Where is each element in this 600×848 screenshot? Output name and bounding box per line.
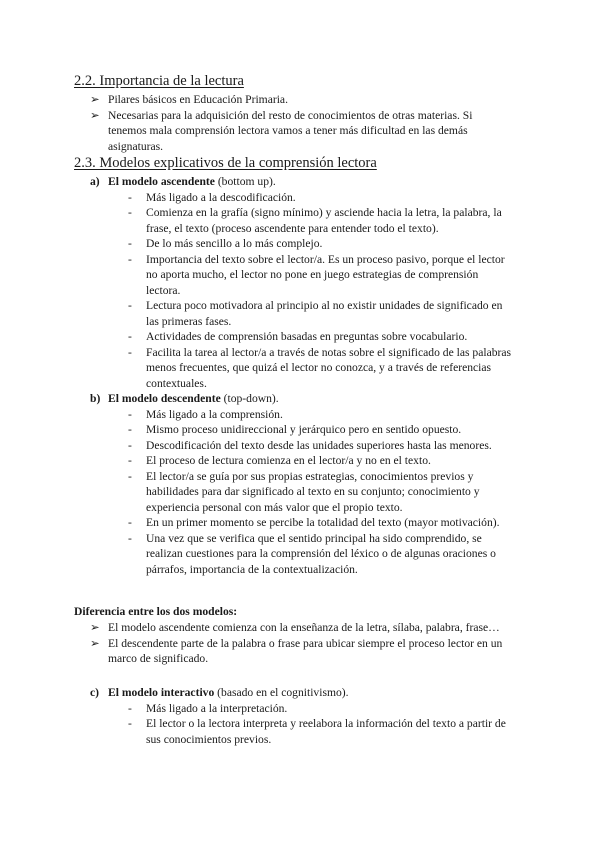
difference-item: El modelo ascendente comienza con la enseñanza de la letra, sílaba, palabra, frase… xyxy=(108,621,500,634)
model-a-item: De lo más sencillo a lo más complejo. xyxy=(146,237,323,250)
model-a-item: Importancia del texto sobre el lector/a. Es un proceso pasivo, porque el lector xyxy=(146,252,505,266)
model-b-name: El modelo descendente xyxy=(108,392,221,405)
dash-bullet-icon: - xyxy=(128,252,132,266)
dash-bullet-icon: - xyxy=(128,423,132,436)
section-heading-2-3: 2.3. Modelos explicativos de la comprensión lectora xyxy=(74,155,377,171)
model-c-item: Más ligado a la interpretación. xyxy=(146,701,288,715)
model-b-item: párrafos, importancia de la contextualización. xyxy=(146,562,358,576)
dash-bullet-icon: - xyxy=(128,345,132,359)
bullet-item: Pilares básicos en Educación Primaria. xyxy=(108,93,288,106)
model-b-item: El proceso de lectura comienza en el lector/a y no en el texto. xyxy=(146,454,431,467)
model-a-item: lectora. xyxy=(146,283,181,297)
model-b-item: En un primer momento se percibe la totalidad del texto (mayor motivación). xyxy=(146,516,500,529)
model-b-marker: b) xyxy=(90,392,101,405)
model-a-item: menos frecuentes, que quizá el lector no conozca, y a través de referencias xyxy=(146,361,492,374)
model-c-title: El modelo interactivo (basado en el cognitivismo). xyxy=(108,686,349,699)
difference-item: El descendente parte de la palabra o frase para ubicar siempre el proceso lector en un xyxy=(108,636,503,650)
model-a-item: Actividades de comprensión basadas en preguntas sobre vocabulario. xyxy=(146,330,468,343)
model-b-item: Una vez que se verifica que el sentido principal ha sido comprendido, se xyxy=(146,531,482,545)
difference-heading: Diferencia entre los dos modelos: xyxy=(74,605,238,618)
model-c-item: El lector o la lectora interpreta y reelabora la información del texto a partir de xyxy=(146,717,506,730)
bullet-item: tenemos mala comprensión lectora vamos a tener más dificultad en las demás xyxy=(108,124,468,137)
model-b-item: Más ligado a la comprensión. xyxy=(146,407,283,421)
dash-bullet-icon: - xyxy=(128,516,132,529)
model-b-item: Descodificación del texto desde las unidades superiores hasta las menores. xyxy=(146,438,492,452)
dash-bullet-icon: - xyxy=(128,407,132,421)
dash-bullet-icon: - xyxy=(128,438,132,452)
dash-bullet-icon: - xyxy=(128,454,132,467)
model-a-item: no aporta mucho, el lector no pone en juego estrategias de comprensión xyxy=(146,268,479,281)
model-a-item: contextuales. xyxy=(146,376,207,390)
model-a-item: Más ligado a la descodificación. xyxy=(146,190,296,204)
bullet-item: Necesarias para la adquisición del resto de conocimientos de otras materias. Si xyxy=(108,108,473,122)
model-b-item: realizan cuestiones para la comprensión del léxico o de algunas oraciones o xyxy=(146,547,496,560)
arrow-bullet-icon: ➢ xyxy=(90,108,100,122)
dash-bullet-icon: - xyxy=(128,206,132,219)
dash-bullet-icon: - xyxy=(128,330,132,343)
model-b-item: habilidades para dar significado al texto en su conjunto; conocimiento y xyxy=(146,485,480,498)
model-c-marker: c) xyxy=(90,686,100,699)
model-b-item: El lector/a se guía por sus propias estrategias, conocimientos previos y xyxy=(146,469,474,483)
model-a-item: Lectura poco motivadora al principio al no existir unidades de significado en xyxy=(146,299,503,312)
model-c-item: sus conocimientos previos. xyxy=(146,732,272,746)
arrow-bullet-icon: ➢ xyxy=(90,621,100,634)
model-a-name: El modelo ascendente xyxy=(108,175,215,188)
model-a-item: Comienza en la grafía (signo mínimo) y asciende hacia la letra, la palabra, la xyxy=(146,206,502,219)
dash-bullet-icon: - xyxy=(128,299,132,312)
dash-bullet-icon: - xyxy=(128,701,132,715)
dash-bullet-icon: - xyxy=(128,717,132,730)
model-a-item: las primeras fases. xyxy=(146,314,232,328)
arrow-bullet-icon: ➢ xyxy=(90,93,100,106)
bullet-item: asignaturas. xyxy=(108,139,164,153)
difference-item: marco de significado. xyxy=(108,652,209,665)
model-c-name: El modelo interactivo xyxy=(108,686,215,699)
dash-bullet-icon: - xyxy=(128,531,132,545)
dash-bullet-icon: - xyxy=(128,237,132,250)
model-a-title: El modelo ascendente (bottom up). xyxy=(108,175,276,188)
model-b-item: experiencia personal con más valor que el propio texto. xyxy=(146,500,403,514)
model-b-title: El modelo descendente (top-down). xyxy=(108,392,279,405)
model-a-item: frase, el texto (proceso ascendente para entender todo el texto). xyxy=(146,221,439,235)
arrow-bullet-icon: ➢ xyxy=(90,636,100,650)
dash-bullet-icon: - xyxy=(128,190,132,204)
model-b-item: Mismo proceso unidireccional y jerárquico pero en sentido opuesto. xyxy=(146,423,462,436)
dash-bullet-icon: - xyxy=(128,469,132,483)
model-a-marker: a) xyxy=(90,175,100,188)
model-a-item: Facilita la tarea al lector/a a través de notas sobre el significado de las palabras xyxy=(146,345,512,359)
section-heading-2-2: 2.2. Importancia de la lectura xyxy=(74,73,244,89)
